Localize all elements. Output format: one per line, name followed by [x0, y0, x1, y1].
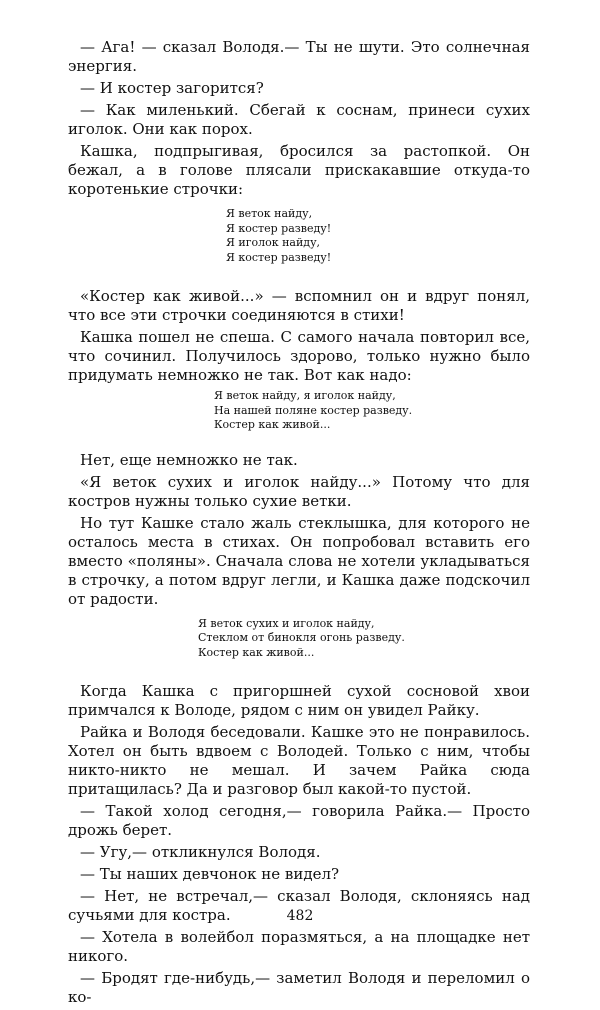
- verse-line: Я костер разведу!: [226, 250, 332, 264]
- paragraph: — Такой холод сегодня,— говорила Райка.— Просто дрожь берет.: [68, 802, 530, 839]
- paragraph: — Как миленький. Сбегай к соснам, принеси сухих иголок. Они как порох.: [68, 101, 530, 138]
- paragraph: Кашка, подпрыгивая, бросился за растопкой. Он бежал, а в голове плясали прискакавшие откуда-то коротенькие строчки:: [68, 142, 530, 198]
- paragraph: — Бродят где-нибудь,— заметил Володя и переломил о ко-: [68, 969, 530, 1006]
- verse-line: На нашей поляне костер разведу.: [214, 403, 413, 417]
- poem-stanza-2: [68, 389, 530, 433]
- paragraph: — Нет, не встречал,— сказал Володя, склоняясь над сучьями для костра.: [68, 887, 530, 924]
- paragraph: — Угу,— откликнулся Володя.: [80, 843, 321, 861]
- paragraph: — И костер загорится?: [80, 79, 264, 97]
- paragraph: «Я веток сухих и иголок найду...» Потому что для костров нужны только сухие ветки.: [68, 472, 530, 510]
- verse-line: Стеклом от бинокля огонь разведу.: [198, 631, 405, 644]
- paragraph: Кашка пошел не спеша. С самого начала повторил все, что сочинил. Получилось здорово, только нужно было придумать немножко не так. Вот как надо:: [68, 328, 530, 384]
- verse-line: Костер как живой...: [198, 645, 315, 659]
- verse-line: Я костер разведу!: [226, 221, 332, 235]
- verse-line: Я веток найду,: [226, 207, 313, 220]
- paragraph: Нет, еще немножко не так.: [80, 450, 298, 469]
- paragraph: — Хотела в волейбол поразмяться, а на площадке нет никого.: [68, 928, 530, 965]
- paragraph: Но тут Кашке стало жаль стеклышка, для которого не осталось места в стихах. Он попробовал вставить его вместо «поляны». Сначала слова не хотели укладываться в строчку, а потом вдруг легли, и Кашка даже подскочил от радости.: [68, 513, 530, 608]
- paragraph: — Ага! — сказал Володя.— Ты не шути. Это солнечная энергия.: [68, 38, 530, 75]
- verse-line: Костер как живой...: [214, 418, 331, 431]
- paragraph: Когда Кашка с пригоршней сухой сосновой хвои примчался к Володе, рядом с ним он увидел Райку.: [68, 682, 530, 719]
- body-text: [68, 38, 530, 1010]
- page-number: 482: [286, 908, 314, 924]
- verse-line: Я иголок найду,: [226, 236, 321, 249]
- poem-stanza-1: [68, 207, 530, 265]
- paragraph: — Ты наших девчонок не видел?: [80, 865, 340, 883]
- poem-stanza-3: [68, 617, 530, 661]
- verse-line: Я веток найду, я иголок найду,: [214, 389, 396, 402]
- paragraph: Райка и Володя беседовали. Кашке это не понравилось. Хотел он быть вдвоем с Володей. Только с ним, чтобы никто-никто не мешал. И зачем Райка сюда притащилась? Да и разговор был какой-то пустой.: [68, 723, 530, 798]
- verse-line: Я веток сухих и иголок найду,: [198, 616, 375, 630]
- paragraph: «Костер как живой...» — вспомнил он и вдруг понял, что все эти строчки соединяются в стихи!: [68, 287, 530, 324]
